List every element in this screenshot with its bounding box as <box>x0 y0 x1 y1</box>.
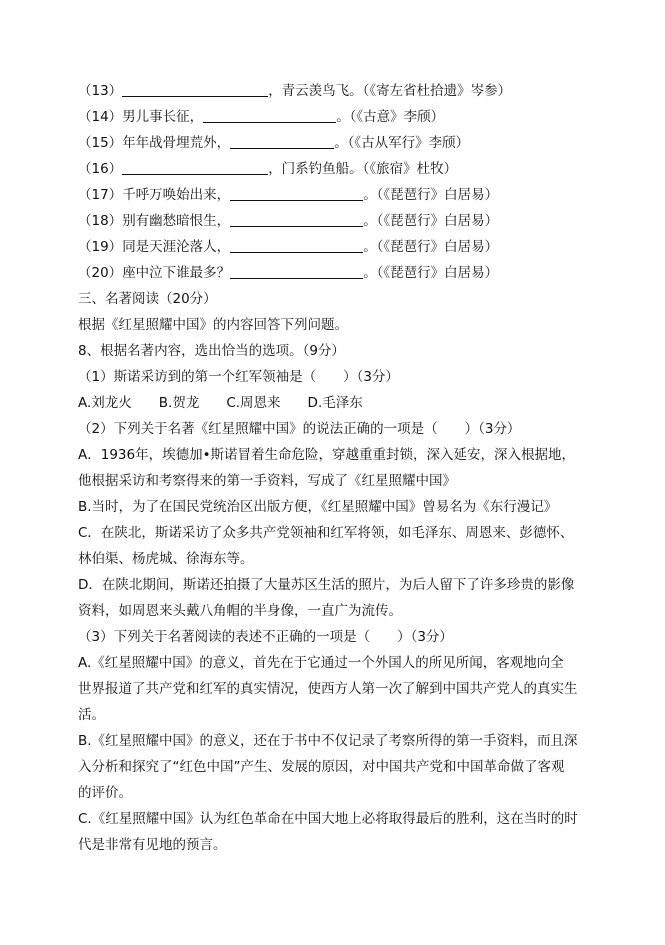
poetry-item-13 <box>78 82 587 100</box>
item-text-after: ，门系钓鱼船。（《旅宿》杜牧） <box>268 161 458 177</box>
item-text-after: ，青云羡鸟飞。（《寄左省杜拾遗》岑参） <box>268 83 512 99</box>
item-text-before: 年年战骨埋荒外， <box>122 135 231 151</box>
item-text-after: 。（《琵琶行》白居易） <box>363 239 499 255</box>
poetry-item-17 <box>78 186 587 204</box>
subquestion-1-stem: （1）斯诺采访到的第一个红军领袖是（ ）（3分） <box>78 369 399 385</box>
subquestion-2-stem: （2）下列关于名著《红星照耀中国》的说法正确的一项是（ ）（3分） <box>78 421 521 437</box>
poetry-item-14 <box>78 108 587 126</box>
answer-blank[interactable] <box>122 82 268 97</box>
item-text-before: 千呼万唤始出来， <box>122 187 231 203</box>
option-line: D．在陕北期间，斯诺还拍摄了大量苏区生活的照片，为后人留下了许多珍贵的影像 <box>78 577 575 593</box>
option-line: A．1936年，埃德加•斯诺冒着生命危险，穿越重重封锁，深入延安，深入根据地， <box>78 447 576 463</box>
poetry-item-18 <box>78 212 587 230</box>
option-line: 的评价。 <box>78 785 132 801</box>
item-number: （18） <box>78 213 123 229</box>
item-number: （17） <box>78 187 123 203</box>
answer-blank[interactable] <box>230 186 363 201</box>
answer-blank[interactable] <box>230 134 334 149</box>
item-text-after: 。（《琵琶行》白居易） <box>363 187 499 203</box>
answer-blank[interactable] <box>230 264 363 279</box>
section-heading: 三、名著阅读（20分） <box>78 291 217 307</box>
item-number: （13） <box>78 83 123 99</box>
item-number: （16） <box>78 161 123 177</box>
item-text-after: 。（《琵琶行》白居易） <box>363 265 499 281</box>
answer-blank[interactable] <box>230 238 363 253</box>
subquestion-3-stem: （3）下列关于名著阅读的表述不正确的一项是（ ）（3分） <box>78 629 453 645</box>
answer-blank[interactable] <box>203 108 336 123</box>
item-number: （15） <box>78 135 123 151</box>
option-line: C．在陕北，斯诺采访了众多共产党领袖和红军将领，如毛泽东、周恩来、彭德怀、 <box>78 525 574 541</box>
answer-blank[interactable] <box>230 212 363 227</box>
item-text-after: 。（《古意》李颀） <box>336 109 445 125</box>
poetry-item-16 <box>78 160 587 178</box>
item-text-before: 同是天涯沦落人， <box>122 239 231 255</box>
poetry-item-15 <box>78 134 587 152</box>
option-line: 世界报道了共产党和红军的真实情况，使西方人第一次了解到中国共产党人的真实生 <box>78 681 578 697</box>
item-text-after: 。（《琵琶行》白居易） <box>363 213 499 229</box>
option-line: B.《红星照耀中国》的意义，还在于书中不仅记录了考察所得的第一手资料，而且深 <box>78 733 578 749</box>
option-line: A.《红星照耀中国》的意义，首先在于它通过一个外国人的所见所闻，客观地向全 <box>78 655 564 671</box>
option-line: C.《红星照耀中国》认为红色革命在中国大地上必将取得最后的胜利，这在当时的时 <box>78 811 578 827</box>
section-intro: 根据《红星照耀中国》的内容回答下列问题。 <box>78 317 348 333</box>
option-line: 入分析和探究了“红色中国”产生、发展的原因，对中国共产党和中国革命做了客观 <box>78 759 565 775</box>
item-number: （19） <box>78 239 123 255</box>
answer-blank[interactable] <box>122 160 268 175</box>
question-8-stem: 8、根据名著内容，选出恰当的选项。（9分） <box>78 343 345 359</box>
subquestion-1-options: A.刘龙火 B.贺龙 C.周恩来 D.毛泽东 <box>78 395 363 411</box>
item-text-after: 。（《古从军行》李颀） <box>334 135 470 151</box>
option-line: 林伯渠、杨虎城、徐海东等。 <box>78 551 254 567</box>
item-number: （14） <box>78 109 123 125</box>
option-line: 他根据采访和考察得来的第一手资料，写成了《红星照耀中国》 <box>78 473 456 489</box>
option-line: 代是非常有见地的预言。 <box>78 837 227 853</box>
poetry-item-20 <box>78 264 587 282</box>
item-text-before: 别有幽愁暗恨生， <box>122 213 231 229</box>
option-line: B.当时，为了在国民党统治区出版方便，《红星照耀中国》曾易名为《东行漫记》 <box>78 499 558 515</box>
item-number: （20） <box>78 265 123 281</box>
option-line: 资料，如周恩来头戴八角帽的半身像，一直广为流传。 <box>78 603 402 619</box>
item-text-before: 男儿事长征， <box>122 109 204 125</box>
poetry-item-19 <box>78 238 587 256</box>
option-line: 活。 <box>78 707 105 723</box>
item-text-before: 座中泣下谁最多？ <box>122 265 231 281</box>
